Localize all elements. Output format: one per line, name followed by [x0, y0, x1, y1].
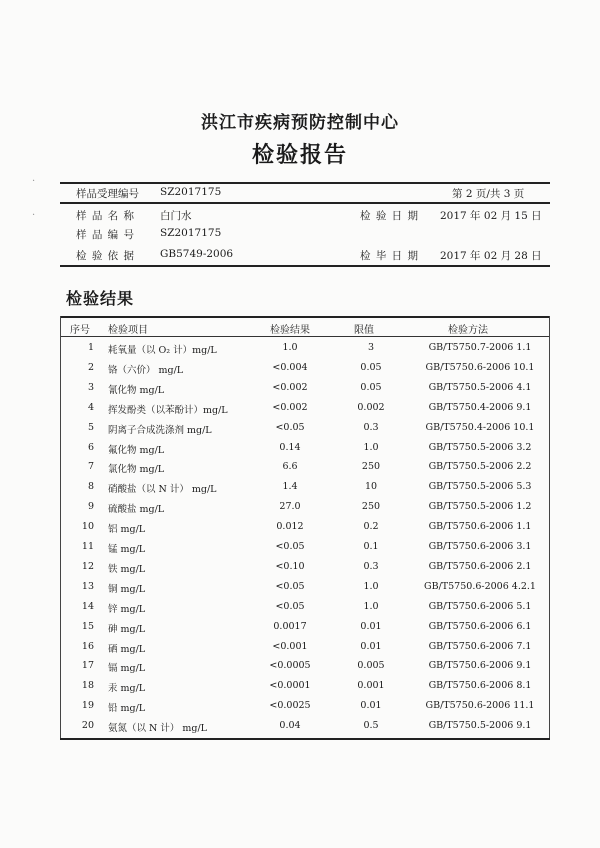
completion-date-label: 检 毕 日 期 — [360, 250, 420, 262]
cell-item: 锌 mg/L — [108, 603, 146, 615]
cell-no: 9 — [87, 501, 94, 513]
cell-result: <0.0005 — [269, 660, 311, 672]
cell-method: GB/T5750.5-2006 2.2 — [428, 461, 532, 473]
cell-limit: 250 — [361, 501, 381, 513]
cell-result: <0.05 — [275, 421, 305, 433]
completion-date: 2017 年 02 月 28 日 — [440, 250, 542, 262]
cell-method: GB/T5750.7-2006 1.1 — [428, 342, 532, 353]
table-row — [0, 621, 600, 641]
table-row — [0, 641, 600, 661]
cell-no: 11 — [81, 541, 94, 552]
cell-result: 1.4 — [282, 481, 298, 493]
organization-name: 洪江市疾病预防控制中心 — [201, 113, 399, 133]
sample-acceptance-no: SZ2017175 — [160, 186, 222, 198]
table-row — [0, 461, 600, 481]
cell-result: <0.05 — [275, 541, 305, 552]
cell-no: 7 — [87, 461, 94, 473]
cell-limit: 10 — [364, 481, 378, 493]
cell-no: 4 — [87, 401, 94, 413]
cell-no: 15 — [81, 620, 94, 632]
cell-method: GB/T5750.6-2006 1.1 — [428, 521, 532, 533]
cell-method: GB/T5750.5-2006 4.1 — [428, 381, 532, 393]
cell-no: 12 — [81, 560, 94, 572]
meta-rule-2 — [60, 265, 550, 267]
table-bottom-rule — [60, 738, 550, 740]
cell-no: 14 — [81, 600, 94, 612]
cell-method: GB/T5750.6-2006 11.1 — [425, 700, 535, 712]
cell-no: 10 — [81, 521, 94, 533]
cell-no: 5 — [87, 421, 94, 433]
table-row — [0, 601, 600, 621]
meta-rule-1 — [60, 202, 550, 204]
cell-limit: 0.002 — [357, 401, 385, 413]
cell-item: 铁 mg/L — [108, 563, 146, 575]
cell-no: 3 — [87, 381, 94, 393]
top-rule — [60, 182, 550, 184]
cell-limit: 0.005 — [357, 660, 385, 672]
header-method: 检验方法 — [448, 325, 488, 336]
cell-limit: 1.0 — [363, 600, 379, 612]
cell-no: 8 — [87, 481, 94, 493]
table-row — [0, 342, 600, 362]
header-limit: 限值 — [354, 325, 374, 336]
cell-no: 17 — [81, 660, 94, 672]
sample-name: 白门水 — [160, 210, 192, 222]
cell-item: 氯化物 mg/L — [108, 464, 165, 476]
cell-limit: 0.1 — [363, 541, 379, 552]
cell-item: 砷 mg/L — [108, 623, 146, 635]
cell-limit: 250 — [361, 461, 381, 473]
table-row — [0, 501, 600, 521]
cell-item: 氰化物 mg/L — [108, 384, 165, 396]
table-row — [0, 521, 600, 541]
table-row — [0, 700, 600, 720]
cell-result: <0.002 — [272, 401, 308, 413]
table-row — [0, 382, 600, 402]
cell-limit: 1.0 — [363, 580, 379, 592]
cell-item: 硝酸盐（以 N 计） mg/L — [108, 484, 217, 496]
cell-method: GB/T5750.6-2006 9.1 — [428, 660, 532, 672]
cell-result: 1.0 — [282, 342, 298, 353]
table-left-border — [60, 316, 61, 738]
scan-mark: · — [32, 210, 36, 221]
cell-method: GB/T5750.6-2006 2.1 — [428, 560, 532, 572]
cell-no: 16 — [81, 640, 94, 652]
sample-acceptance-no-label: 样品受理编号 — [76, 188, 139, 200]
basis: GB5749-2006 — [160, 248, 234, 260]
cell-method: GB/T5750.6-2006 3.1 — [428, 541, 532, 552]
header-result: 检验结果 — [270, 325, 310, 336]
cell-limit: 1.0 — [363, 441, 379, 453]
cell-item: 汞 mg/L — [108, 683, 146, 695]
cell-item: 硒 mg/L — [108, 643, 146, 655]
cell-no: 20 — [81, 720, 94, 732]
cell-result: <0.0001 — [269, 680, 311, 692]
header-no: 序号 — [70, 325, 90, 336]
cell-no: 18 — [81, 680, 94, 692]
cell-limit: 0.3 — [363, 421, 379, 433]
sample-no-label: 样 品 编 号 — [76, 229, 136, 241]
table-row — [0, 680, 600, 700]
cell-item: 阴离子合成洗涤剂 mg/L — [108, 424, 212, 436]
cell-limit: 0.5 — [363, 720, 379, 732]
header-item: 检验项目 — [108, 325, 148, 336]
cell-result: <0.001 — [272, 640, 308, 652]
cell-result: 0.04 — [279, 720, 301, 732]
cell-result: <0.0025 — [269, 700, 311, 712]
cell-item: 耗氧量（以 O₂ 计）mg/L — [108, 345, 217, 356]
cell-item: 铅 mg/L — [108, 703, 146, 715]
report-title: 检验报告 — [251, 142, 348, 168]
cell-item: 硫酸盐 mg/L — [108, 504, 165, 516]
cell-limit: 0.01 — [360, 700, 382, 712]
cell-limit: 0.05 — [360, 381, 382, 393]
cell-no: 1 — [87, 342, 94, 353]
scan-mark: · — [32, 176, 36, 187]
cell-limit: 0.3 — [363, 560, 379, 572]
cell-result: 6.6 — [282, 461, 298, 473]
cell-method: GB/T5750.6-2006 10.1 — [425, 361, 535, 373]
cell-result: 0.14 — [279, 441, 301, 453]
cell-method: GB/T5750.4-2006 9.1 — [428, 401, 532, 413]
basis-label: 检 验 依 据 — [76, 250, 136, 262]
cell-no: 19 — [81, 700, 94, 712]
cell-no: 13 — [81, 580, 94, 592]
cell-method: GB/T5750.6-2006 4.2.1 — [424, 580, 536, 592]
cell-item: 铜 mg/L — [108, 583, 146, 595]
table-row — [0, 581, 600, 601]
cell-limit: 0.2 — [363, 521, 379, 533]
cell-item: 氟化物 mg/L — [108, 444, 165, 456]
table-row — [0, 442, 600, 462]
cell-result: <0.05 — [275, 600, 305, 612]
table-right-border — [549, 316, 550, 738]
cell-limit: 0.01 — [360, 620, 382, 632]
cell-limit: 0.05 — [360, 361, 382, 373]
sample-no: SZ2017175 — [160, 227, 222, 239]
table-row — [0, 660, 600, 680]
cell-result: <0.05 — [275, 580, 305, 592]
cell-limit: 0.01 — [360, 640, 382, 652]
cell-result: <0.002 — [272, 381, 308, 393]
cell-item: 锰 mg/L — [108, 544, 146, 555]
cell-result: 0.012 — [276, 521, 304, 533]
cell-method: GB/T5750.6-2006 8.1 — [428, 680, 532, 692]
cell-method: GB/T5750.6-2006 7.1 — [428, 640, 532, 652]
inspection-date-label: 检 验 日 期 — [360, 210, 420, 222]
cell-no: 6 — [87, 441, 94, 453]
cell-item: 镉 mg/L — [108, 663, 146, 675]
cell-limit: 0.001 — [357, 680, 385, 692]
table-row — [0, 422, 600, 442]
cell-method: GB/T5750.5-2006 3.2 — [428, 441, 532, 453]
cell-result: 0.0017 — [273, 620, 307, 632]
cell-item: 氨氮（以 N 计） mg/L — [108, 723, 207, 735]
results-section-title: 检验结果 — [66, 289, 135, 308]
page-info: 第 2 页/共 3 页 — [452, 188, 525, 200]
table-header-rule — [60, 336, 550, 337]
cell-method: GB/T5750.4-2006 10.1 — [425, 421, 535, 433]
table-top-rule — [60, 316, 550, 318]
cell-method: GB/T5750.6-2006 5.1 — [428, 600, 532, 612]
cell-method: GB/T5750.6-2006 6.1 — [428, 620, 532, 632]
cell-method: GB/T5750.5-2006 9.1 — [428, 720, 532, 732]
cell-result: 27.0 — [279, 501, 301, 513]
table-row — [0, 402, 600, 422]
table-row — [0, 541, 600, 561]
cell-limit: 3 — [367, 342, 375, 353]
cell-no: 2 — [87, 361, 94, 373]
cell-method: GB/T5750.5-2006 1.2 — [428, 501, 532, 513]
inspection-date: 2017 年 02 月 15 日 — [440, 210, 542, 222]
table-row — [0, 561, 600, 581]
cell-result: <0.004 — [272, 361, 308, 373]
sample-name-label: 样 品 名 称 — [76, 210, 136, 222]
cell-item: 挥发酚类（以苯酚计）mg/L — [108, 404, 228, 416]
table-row — [0, 481, 600, 501]
table-row — [0, 362, 600, 382]
cell-result: <0.10 — [275, 560, 305, 572]
cell-method: GB/T5750.5-2006 5.3 — [428, 481, 532, 493]
cell-item: 铬（六价） mg/L — [108, 364, 184, 376]
cell-item: 铝 mg/L — [108, 524, 146, 536]
